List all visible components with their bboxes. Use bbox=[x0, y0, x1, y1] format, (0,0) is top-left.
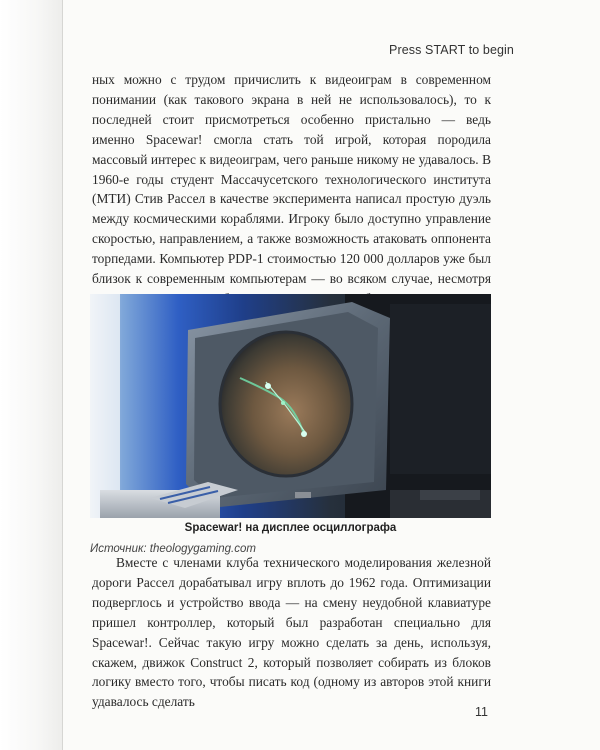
page-edge-line bbox=[62, 0, 63, 750]
body-paragraph-1: ных можно с трудом причислить к видеоиграм в современном понимании (как такового экрана в ней не использовалось), то к последней стоит присмотреться особенно пристально — ведь именно Spacewar! смогла стать той игрой, которая породила массовый интерес к видеоиграм, чего раньше никому не удавалось. В 1960-е годы студент Массачусетского технологического института (МТИ) Стив Рассел в качестве эксперимента написал простую дуэль между космическими кораблями. Игроку было доступно управление скоростью, направлением, а также возможность атаковать оппонента торпедами. Компьютер PDP-1 стоимостью 120 000 долларов уже был близок к современным компьютерам — во всяком случае, несмотря bbox=[92, 72, 491, 287]
running-header: Press START to begin bbox=[389, 43, 514, 57]
pdp1-oscilloscope-illustration bbox=[90, 294, 491, 518]
spacewar-photo bbox=[90, 294, 491, 518]
figure-source: Источник: theologygaming.com bbox=[90, 543, 256, 555]
figure-caption: Spacewar! на дисплее осциллографа bbox=[184, 522, 397, 534]
page-number: 11 bbox=[475, 705, 488, 719]
body-paragraph-2: Вместе с членами клуба технического моделирования железной дороги Рассел дорабатывал игру вплоть до 1962 года. Оптимизации подверглось и устройство ввода — на смену неудобной клавиатуре пришел контроллер, который был разработан специально для Spacewar!. Сейчас такую игру можно сделать за день, используя, скажем, движок Construct 2, который позволяет собирать из блоков логику вместо того, чтобы писать код (одному из авторов этой книги удавалось сделать bbox=[92, 555, 491, 710]
page-gutter bbox=[0, 0, 62, 750]
